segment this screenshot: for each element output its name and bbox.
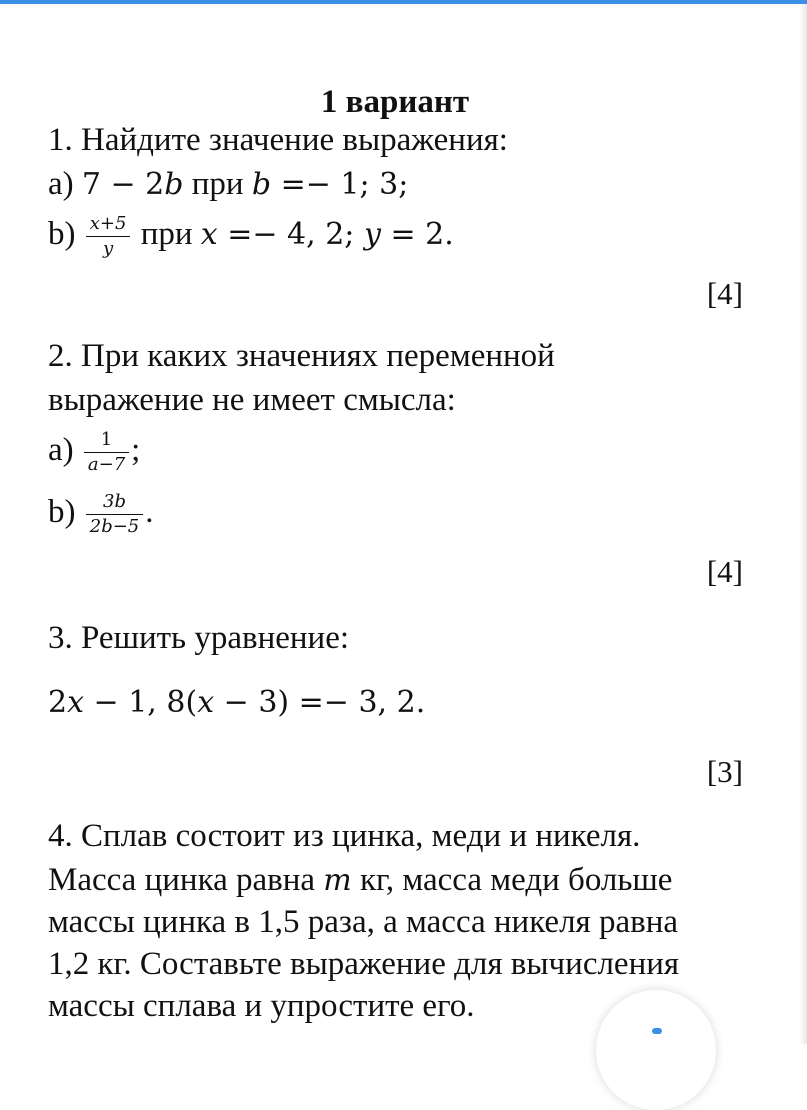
task2-a-prefix: a) — [48, 431, 74, 468]
task1-b-at: при — [140, 215, 193, 252]
task2-a-fraction-den: a−7 — [87, 453, 126, 475]
task1-b-prefix: b) — [48, 215, 76, 252]
task1-part-a — [48, 168, 408, 201]
task2-b-fraction — [86, 492, 144, 537]
task2-b-fraction-den: 2b−5 — [89, 515, 140, 537]
task2-part-b — [48, 492, 154, 537]
fab-icon — [652, 1028, 662, 1034]
task3-heading: 3. Решить уравнение: — [48, 620, 350, 656]
task2-heading-line1: 2. При каких значениях переменной — [48, 338, 555, 374]
page-title: 1 вариант — [320, 84, 470, 120]
task3-equation: 2x − 1, 8(x − 3) =− 3, 2. — [48, 685, 426, 720]
floating-action-button[interactable] — [596, 990, 716, 1110]
task3-points: [3] — [706, 754, 743, 789]
task1-points: [4] — [706, 276, 743, 311]
task2-b-tail: . — [145, 493, 154, 530]
task1-b-fraction — [86, 214, 131, 259]
task2-a-tail: ; — [131, 431, 141, 468]
task1-b-fraction-den: y — [103, 237, 114, 259]
task1-b-values: x =− 4, 2; y = 2. — [200, 216, 454, 252]
task4-line4: 1,2 кг. Составьте выражение для вычисления — [48, 946, 680, 982]
task1-a-at: при — [191, 166, 244, 202]
task2-points: [4] — [706, 554, 743, 589]
task4-line3: массы цинка в 1,5 раза, а масса никеля равна — [48, 904, 678, 940]
task2-heading-line2: выражение не имеет смысла: — [48, 382, 456, 418]
task2-a-fraction — [84, 430, 129, 475]
task2-a-fraction-num: 1 — [100, 429, 113, 450]
task1-heading: 1. Найдите значение выражения: — [48, 122, 508, 158]
task1-part-b — [48, 214, 454, 259]
task1-a-values: b =− 1; 3; — [251, 167, 409, 202]
task4-line2: Масса цинка равна m кг, масса меди больше — [48, 862, 673, 898]
task2-b-fraction-num: 3b — [103, 491, 126, 512]
task2-b-prefix: b) — [48, 493, 76, 530]
task1-b-fraction-num: x+5 — [89, 213, 127, 234]
task1-a-prefix: a) — [48, 166, 74, 202]
task4-variable-m: m — [323, 863, 352, 898]
task4-line5: массы сплава и упростите его. — [48, 988, 475, 1024]
task2-part-a — [48, 430, 140, 475]
task1-a-expr: 7 − 2b — [81, 167, 184, 202]
task4-line1: 4. Сплав состоит из цинка, меди и никеля. — [48, 818, 641, 854]
